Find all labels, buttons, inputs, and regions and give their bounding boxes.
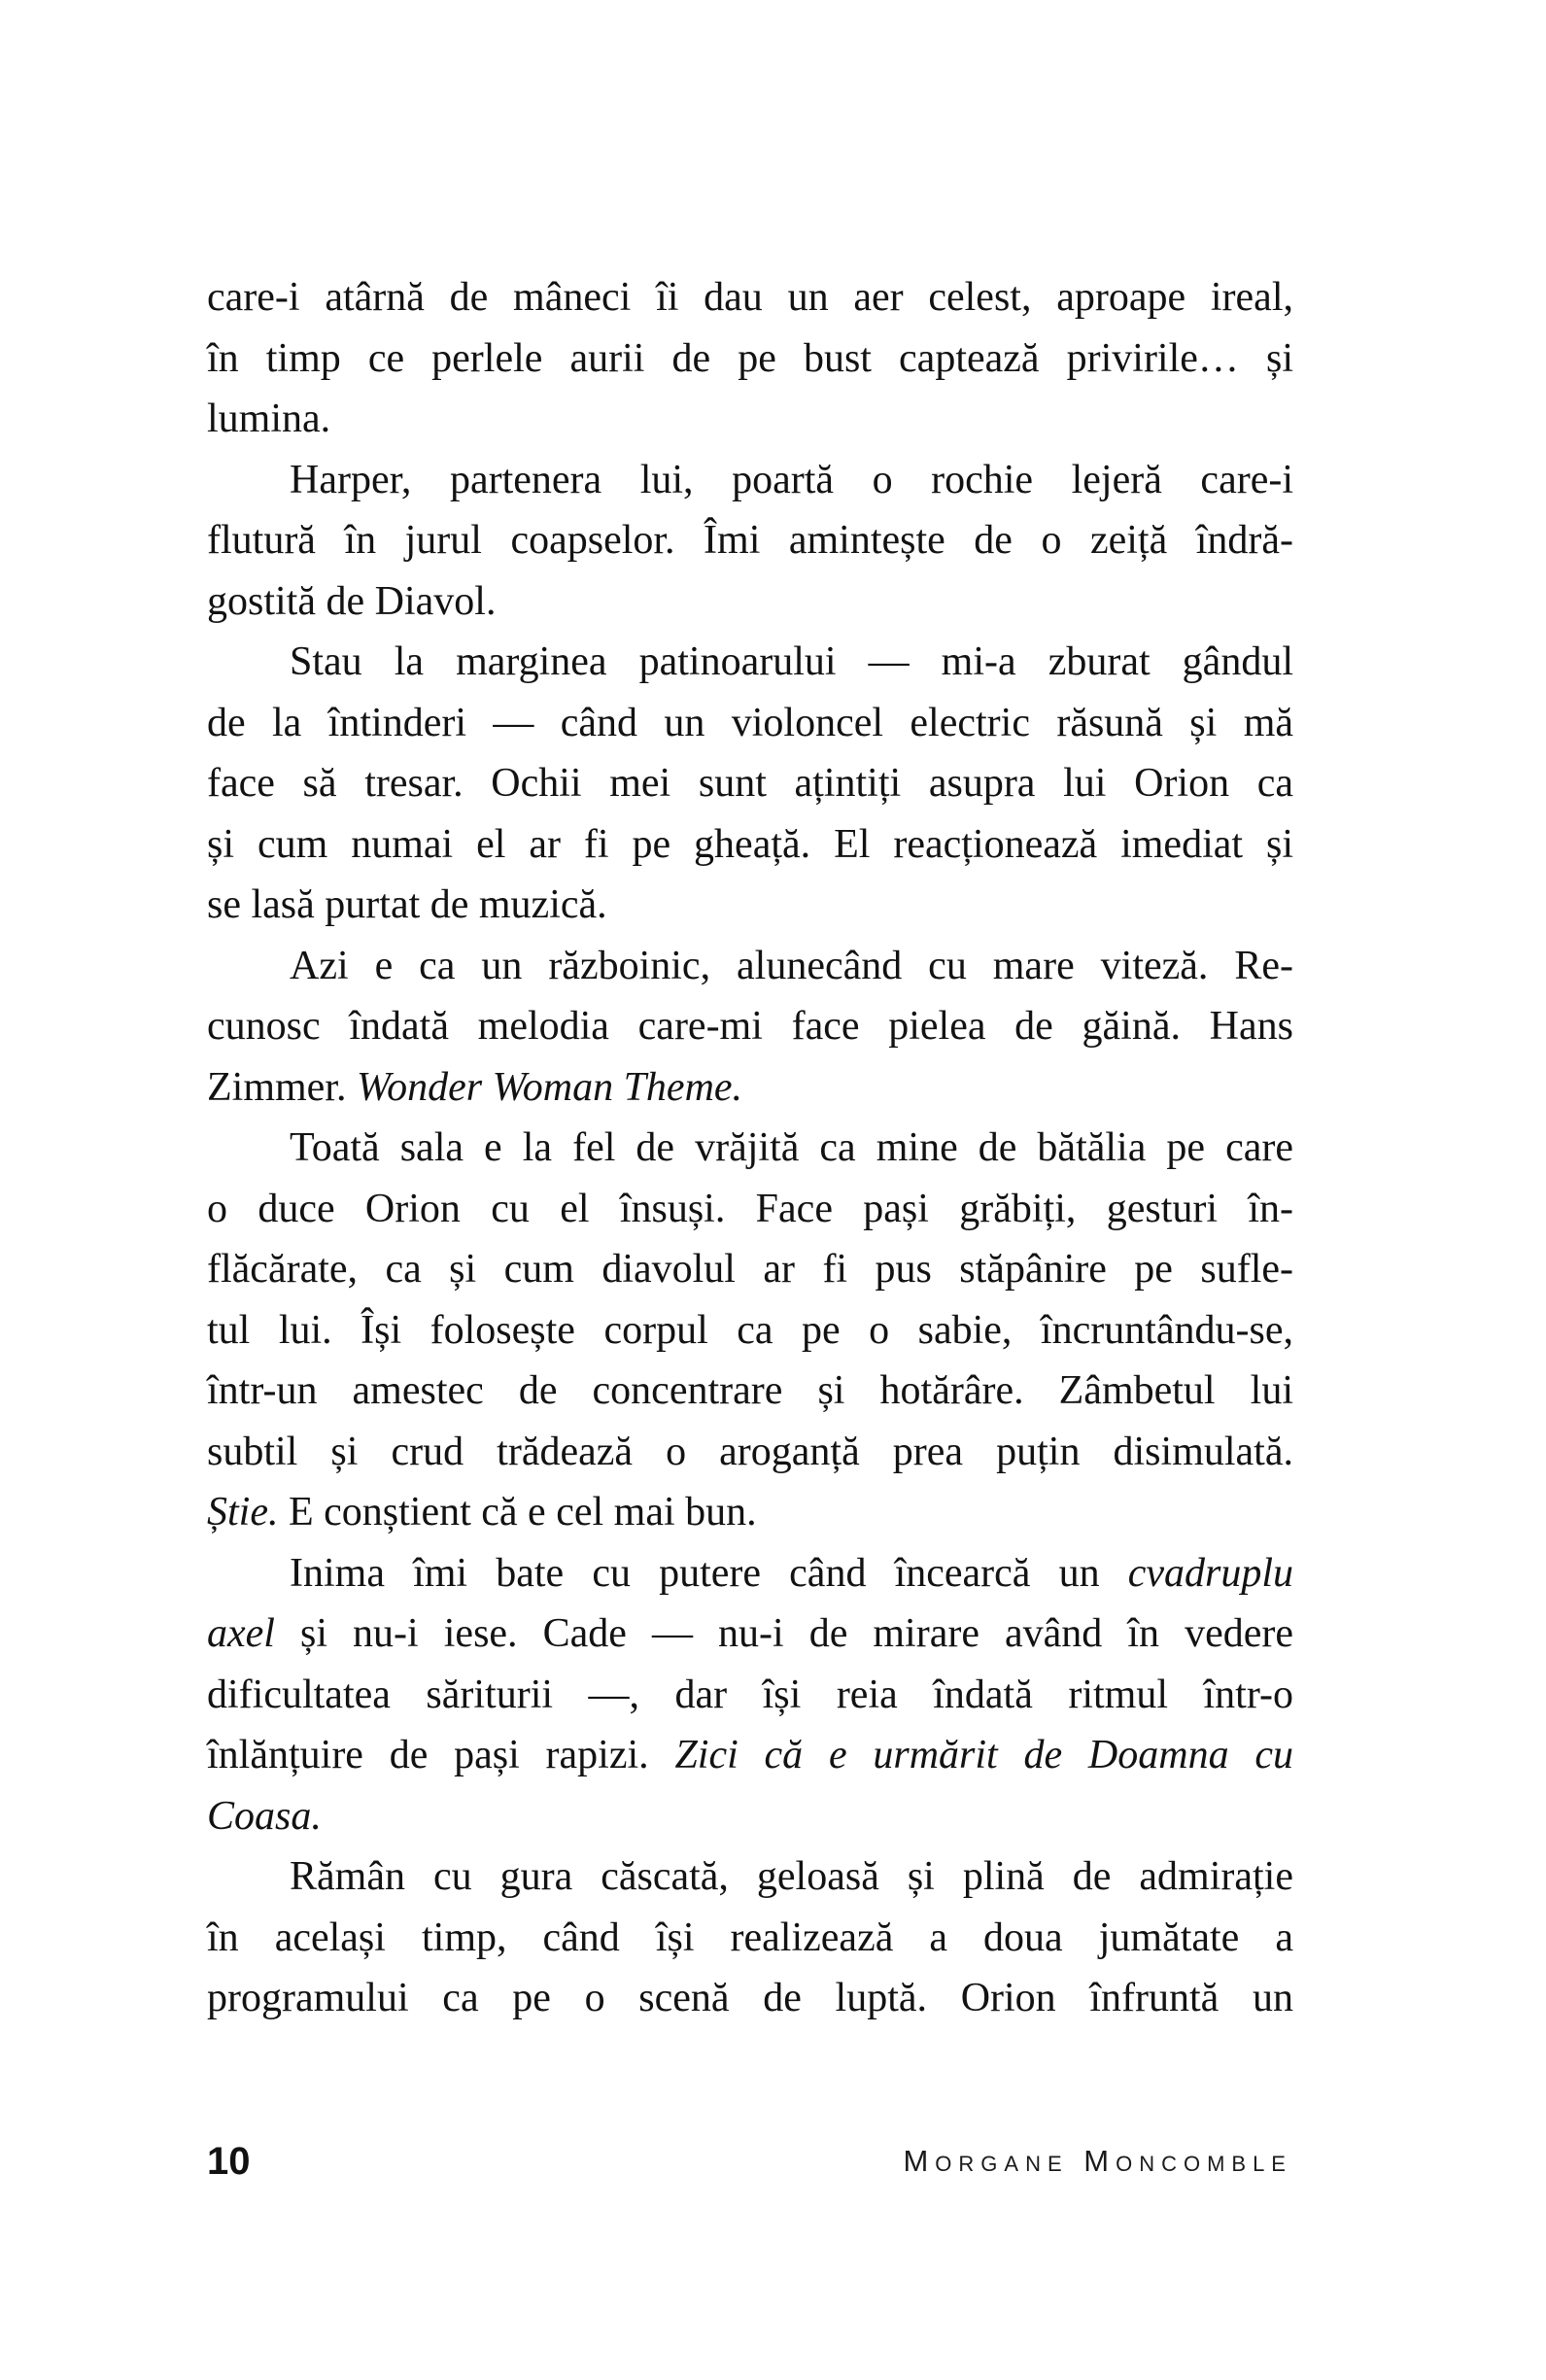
text-line [207, 875, 1293, 936]
text-line [207, 1118, 1293, 1179]
text-run: Rămân cu gura căscată, geloasă și plină de admirație [290, 1854, 1293, 1899]
paragraph [207, 632, 1293, 936]
text-line [207, 1665, 1293, 1726]
text-run: într-un amestec de concentrare și hotărâre. Zâmbetul lui [207, 1368, 1293, 1413]
paragraph [207, 936, 1293, 1119]
text-line [207, 450, 1293, 511]
paragraph [207, 1543, 1293, 1847]
text-line [207, 1604, 1293, 1665]
text-run: flăcărate, ca și cum diavolul ar fi pus stăpânire pe sufle- [207, 1247, 1293, 1292]
text-run: gostită de Diavol. [207, 578, 497, 624]
text-run: înlănțuire de pași rapizi. [207, 1733, 675, 1777]
paragraph [207, 267, 1293, 450]
text-block [207, 267, 1293, 2029]
text-line [207, 693, 1293, 754]
text-line [207, 1057, 1293, 1119]
italic-text-run: Wonder Woman Theme. [356, 1064, 743, 1110]
text-line [207, 996, 1293, 1057]
text-run: E conștient că e cel mai bun. [278, 1490, 757, 1535]
text-line [207, 1908, 1293, 1969]
text-line [207, 1482, 1293, 1543]
italic-text-run: Știe. [207, 1490, 279, 1535]
text-run: programului ca pe o scenă de luptă. Orion înfruntă un [207, 1976, 1293, 2020]
text-run: Zimmer. [207, 1064, 357, 1110]
paragraph [207, 1118, 1293, 1543]
text-run: în timp ce perlele aurii de pe bust captează privirile… și [207, 335, 1293, 381]
text-run: Azi e ca un războinic, alunecând cu mare viteză. Re- [290, 943, 1293, 988]
italic-text-run: Coasa. [207, 1793, 322, 1839]
text-run: Harper, partenera lui, poartă o rochie lejeră care-i [290, 457, 1293, 502]
italic-text-run: axel [207, 1611, 275, 1656]
text-run: se lasă purtat de muzică. [207, 882, 607, 927]
text-line [207, 1846, 1293, 1908]
text-run: cunosc îndată melodia care-mi face pielea de găină. Hans [207, 1004, 1293, 1049]
italic-text-run: Zici că e urmărit de Doamna cu [674, 1733, 1293, 1777]
text-line [207, 753, 1293, 814]
text-line [207, 1543, 1293, 1604]
text-line [207, 814, 1293, 876]
text-run: care-i atârnă de mâneci îi dau un aer celest, aproape ireal, [207, 275, 1293, 320]
italic-text-run: cvadruplu [1127, 1550, 1293, 1596]
text-line [207, 1968, 1293, 2029]
text-run: subtil și crud trădează o aroganță prea puțin disimulată. [207, 1429, 1293, 1474]
text-run: tul lui. Își folosește corpul ca pe o sabie, încruntându-se, [207, 1307, 1293, 1353]
text-run: și cum numai el ar fi pe gheață. El reacționează imediat și [207, 821, 1293, 867]
text-run: Inima îmi bate cu putere când încearcă un [290, 1550, 1128, 1596]
text-run: lumina. [207, 397, 331, 441]
text-line [207, 1179, 1293, 1240]
text-run: dificultatea săriturii —, dar își reia îndată ritmul într-o [207, 1672, 1293, 1717]
text-run: de la întinderi — când un violoncel electric răsună și mă [207, 700, 1293, 745]
text-run: în același timp, când își realizează a doua jumătate a [207, 1914, 1293, 1960]
text-line [207, 328, 1293, 390]
text-line [207, 1239, 1293, 1300]
text-line [207, 389, 1293, 450]
text-line [207, 1300, 1293, 1362]
text-run: Stau la marginea patinoarului — mi-a zburat gândul [290, 639, 1293, 684]
text-line [207, 1361, 1293, 1422]
running-footer-author: Morgane Moncomble [903, 2144, 1292, 2178]
text-run: o duce Orion cu el însuși. Face pași grăbiți, gesturi în- [207, 1186, 1293, 1231]
text-run: și nu-i iese. Cade — nu-i de mirare având în vedere [274, 1611, 1293, 1656]
paragraph [207, 1846, 1293, 2029]
text-run: Toată sala e la fel de vrăjită ca mine de bătălia pe care [290, 1125, 1293, 1170]
text-line [207, 571, 1293, 633]
text-line [207, 1786, 1293, 1847]
text-run: flutură în jurul coapselor. Îmi amintește de o zeiță îndră- [207, 518, 1293, 563]
paragraph [207, 450, 1293, 633]
text-line [207, 267, 1293, 328]
text-line [207, 1725, 1293, 1786]
text-line [207, 1422, 1293, 1483]
text-line [207, 632, 1293, 693]
page-footer [207, 2138, 1292, 2187]
text-run: face să tresar. Ochii mei sunt ațintiți asupra lui Orion ca [207, 761, 1293, 806]
text-line [207, 936, 1293, 997]
text-line [207, 510, 1293, 571]
page-number: 10 [207, 2140, 251, 2183]
